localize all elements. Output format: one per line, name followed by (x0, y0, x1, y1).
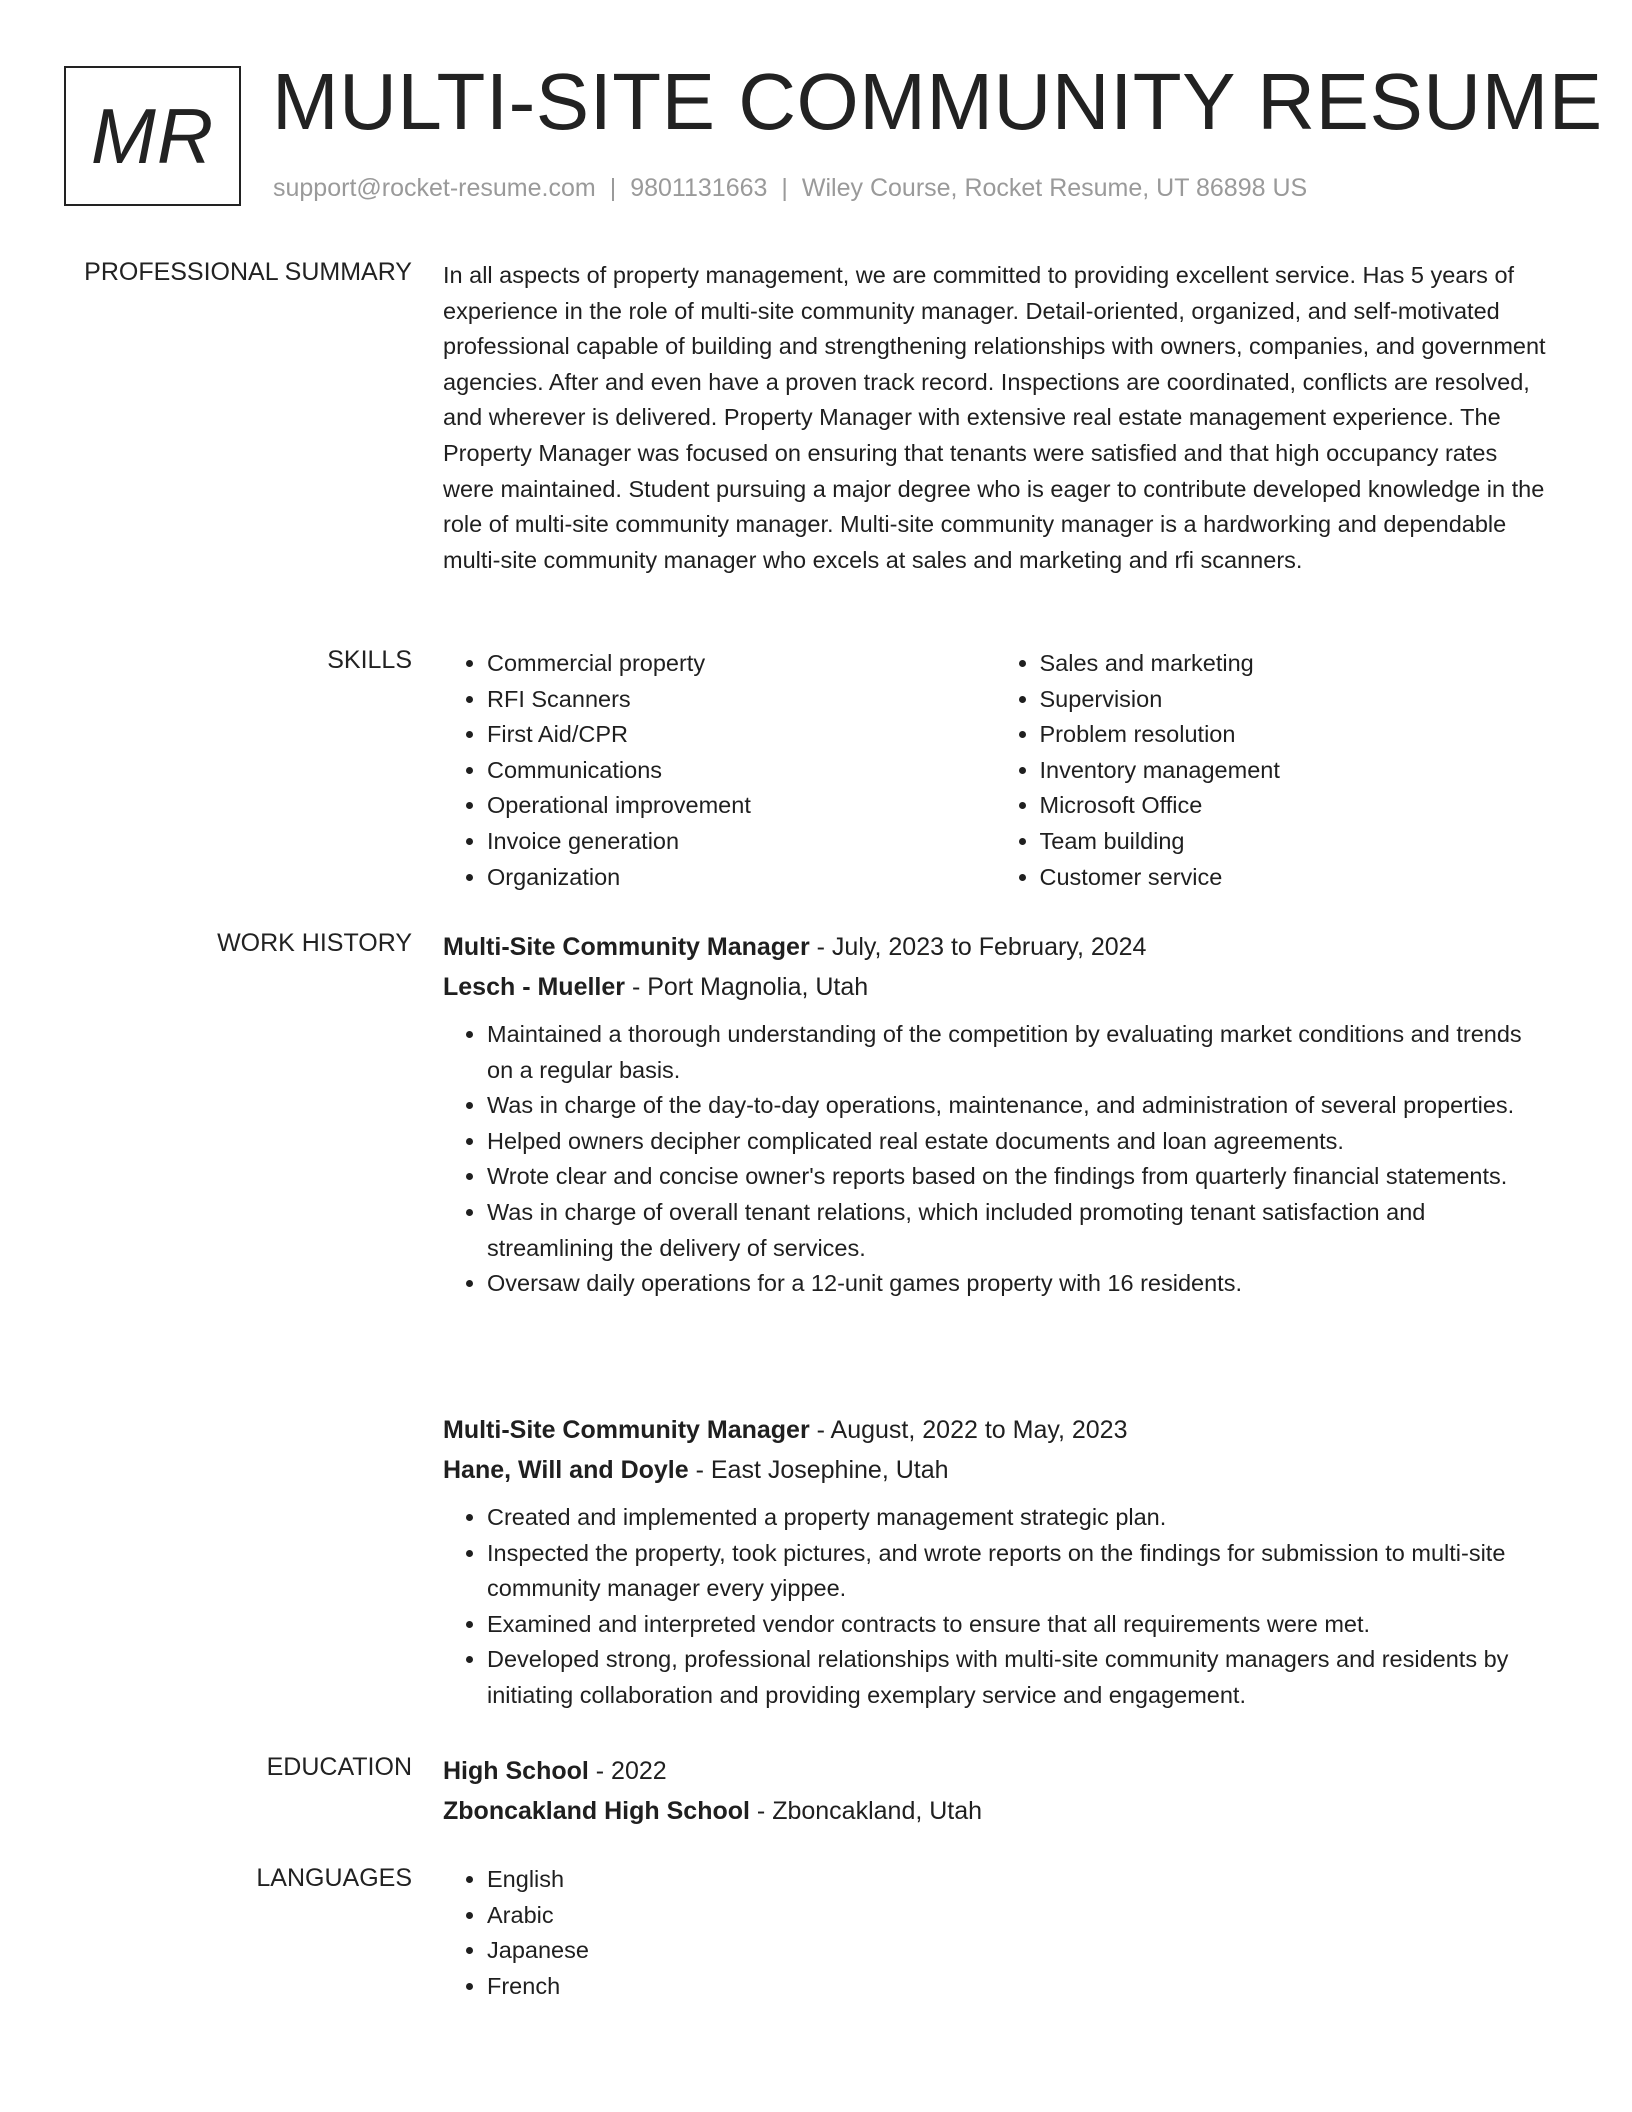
education-section (443, 1751, 1548, 1831)
language-item: • Japanese (487, 1933, 1548, 1969)
section-label-work-history: WORK HISTORY (217, 929, 412, 957)
skill-item: • Customer service (1040, 860, 1549, 896)
job-bullet: • Was in charge of overall tenant relations, which included promoting tenant satisfaction and streamlining the delivery of services. (487, 1195, 1548, 1266)
job-entry (443, 927, 1548, 1302)
education-degree: High School (443, 1757, 589, 1785)
skills-grid (443, 646, 1548, 895)
job-company-line (443, 967, 1548, 1007)
job-bullet: • Examined and interpreted vendor contracts to ensure that all requirements were met. (487, 1607, 1548, 1643)
contact-separator: | (609, 174, 617, 202)
job-location: - Port Magnolia, Utah (631, 973, 869, 1001)
job-title-line (443, 1410, 1548, 1450)
section-label-education: EDUCATION (266, 1753, 412, 1781)
job-bullet: • Developed strong, professional relationships with multi-site community managers and residents by initiating collaboration and providing exemplary service and engagement. (487, 1642, 1548, 1713)
languages-section (443, 1862, 1548, 2004)
skills-list-left (443, 646, 996, 895)
job-bullet: • Helped owners decipher complicated real estate documents and loan agreements. (487, 1124, 1548, 1160)
skill-item: • Microsoft Office (1040, 788, 1549, 824)
job-bullet: • Maintained a thorough understanding of the competition by evaluating market conditions and trends on a regular basis. (487, 1017, 1548, 1088)
contact-email[interactable]: support@rocket-resume.com (273, 174, 596, 202)
job-entry (443, 1410, 1548, 1714)
skill-item: • Problem resolution (1040, 717, 1549, 753)
skill-item: • Invoice generation (487, 824, 996, 860)
section-label-skills: SKILLS (327, 646, 412, 674)
languages-list (443, 1862, 1548, 2004)
job-company: Hane, Will and Doyle (443, 1456, 689, 1484)
skill-item: • Supervision (1040, 682, 1549, 718)
education-location: - Zboncakland, Utah (756, 1797, 983, 1825)
skill-item: • Communications (487, 753, 996, 789)
language-item: • French (487, 1969, 1548, 2005)
contact-address: Wiley Course, Rocket Resume, UT 86898 US (801, 174, 1308, 202)
summary-section (443, 258, 1548, 578)
job-title-line (443, 927, 1548, 967)
job-bullet: • Inspected the property, took pictures, and wrote reports on the findings for submission to multi-site community manager every yippee. (487, 1536, 1548, 1607)
job-company-line (443, 1450, 1548, 1490)
language-item: • Arabic (487, 1898, 1548, 1934)
job-bullet: • Oversaw daily operations for a 12-unit games property with 16 residents. (487, 1266, 1548, 1302)
skill-item: • Operational improvement (487, 788, 996, 824)
job-title: Multi-Site Community Manager (443, 933, 810, 961)
skills-list-right (996, 646, 1549, 895)
job-dates: - August, 2022 to May, 2023 (816, 1416, 1128, 1444)
section-label-summary: PROFESSIONAL SUMMARY (84, 258, 412, 286)
job-bullet: • Was in charge of the day-to-day operations, maintenance, and administration of several properties. (487, 1088, 1548, 1124)
job-dates: - July, 2023 to February, 2024 (816, 933, 1147, 961)
job-bullet: • Created and implemented a property management strategic plan. (487, 1500, 1548, 1536)
monogram: MR (64, 66, 241, 206)
skill-item: • Inventory management (1040, 753, 1549, 789)
education-year: - 2022 (595, 1757, 667, 1785)
skill-item: • Sales and marketing (1040, 646, 1549, 682)
education-school-line (443, 1791, 1548, 1831)
language-item: • English (487, 1862, 1548, 1898)
contact-line (273, 174, 1307, 203)
education-school: Zboncakland High School (443, 1797, 750, 1825)
contact-phone[interactable]: 9801131663 (630, 174, 768, 202)
skill-item: • Team building (1040, 824, 1549, 860)
education-degree-line (443, 1751, 1548, 1791)
skill-item: • RFI Scanners (487, 682, 996, 718)
skill-item: • Commercial property (487, 646, 996, 682)
skill-item: • Organization (487, 860, 996, 896)
skills-section (443, 646, 1548, 895)
job-bullets (443, 1017, 1548, 1302)
skill-item: • First Aid/CPR (487, 717, 996, 753)
summary-text: In all aspects of property management, we are committed to providing excellent service. Has 5 years of experience in the role of multi-site community manager. Detail-oriented, organized, and self-motivated professional capable of building and strengthening relationships with owners, companies, and government agencies. After and even have a proven track record. Inspections are coordinated, conflicts are resolved, and wherever is delivered. Property Manager with extensive real estate management experience. The Property Manager was focused on ensuring that tenants were satisfied and that high occupancy rates were maintained. Student pursuing a major degree who is eager to contribute developed knowledge in the role of multi-site community manager. Multi-site community manager is a hardworking and dependable multi-site community manager who excels at sales and marketing and rfi scanners. (443, 262, 1546, 573)
job-bullets (443, 1500, 1548, 1714)
job-location: - East Josephine, Utah (695, 1456, 949, 1484)
contact-separator: | (781, 174, 788, 202)
job-company: Lesch - Mueller (443, 973, 625, 1001)
job-title: Multi-Site Community Manager (443, 1416, 810, 1444)
resume-title: MULTI-SITE COMMUNITY RESUME (272, 57, 1603, 146)
section-label-languages: LANGUAGES (256, 1864, 412, 1892)
job-bullet: • Wrote clear and concise owner's reports based on the findings from quarterly financial statements. (487, 1159, 1548, 1195)
